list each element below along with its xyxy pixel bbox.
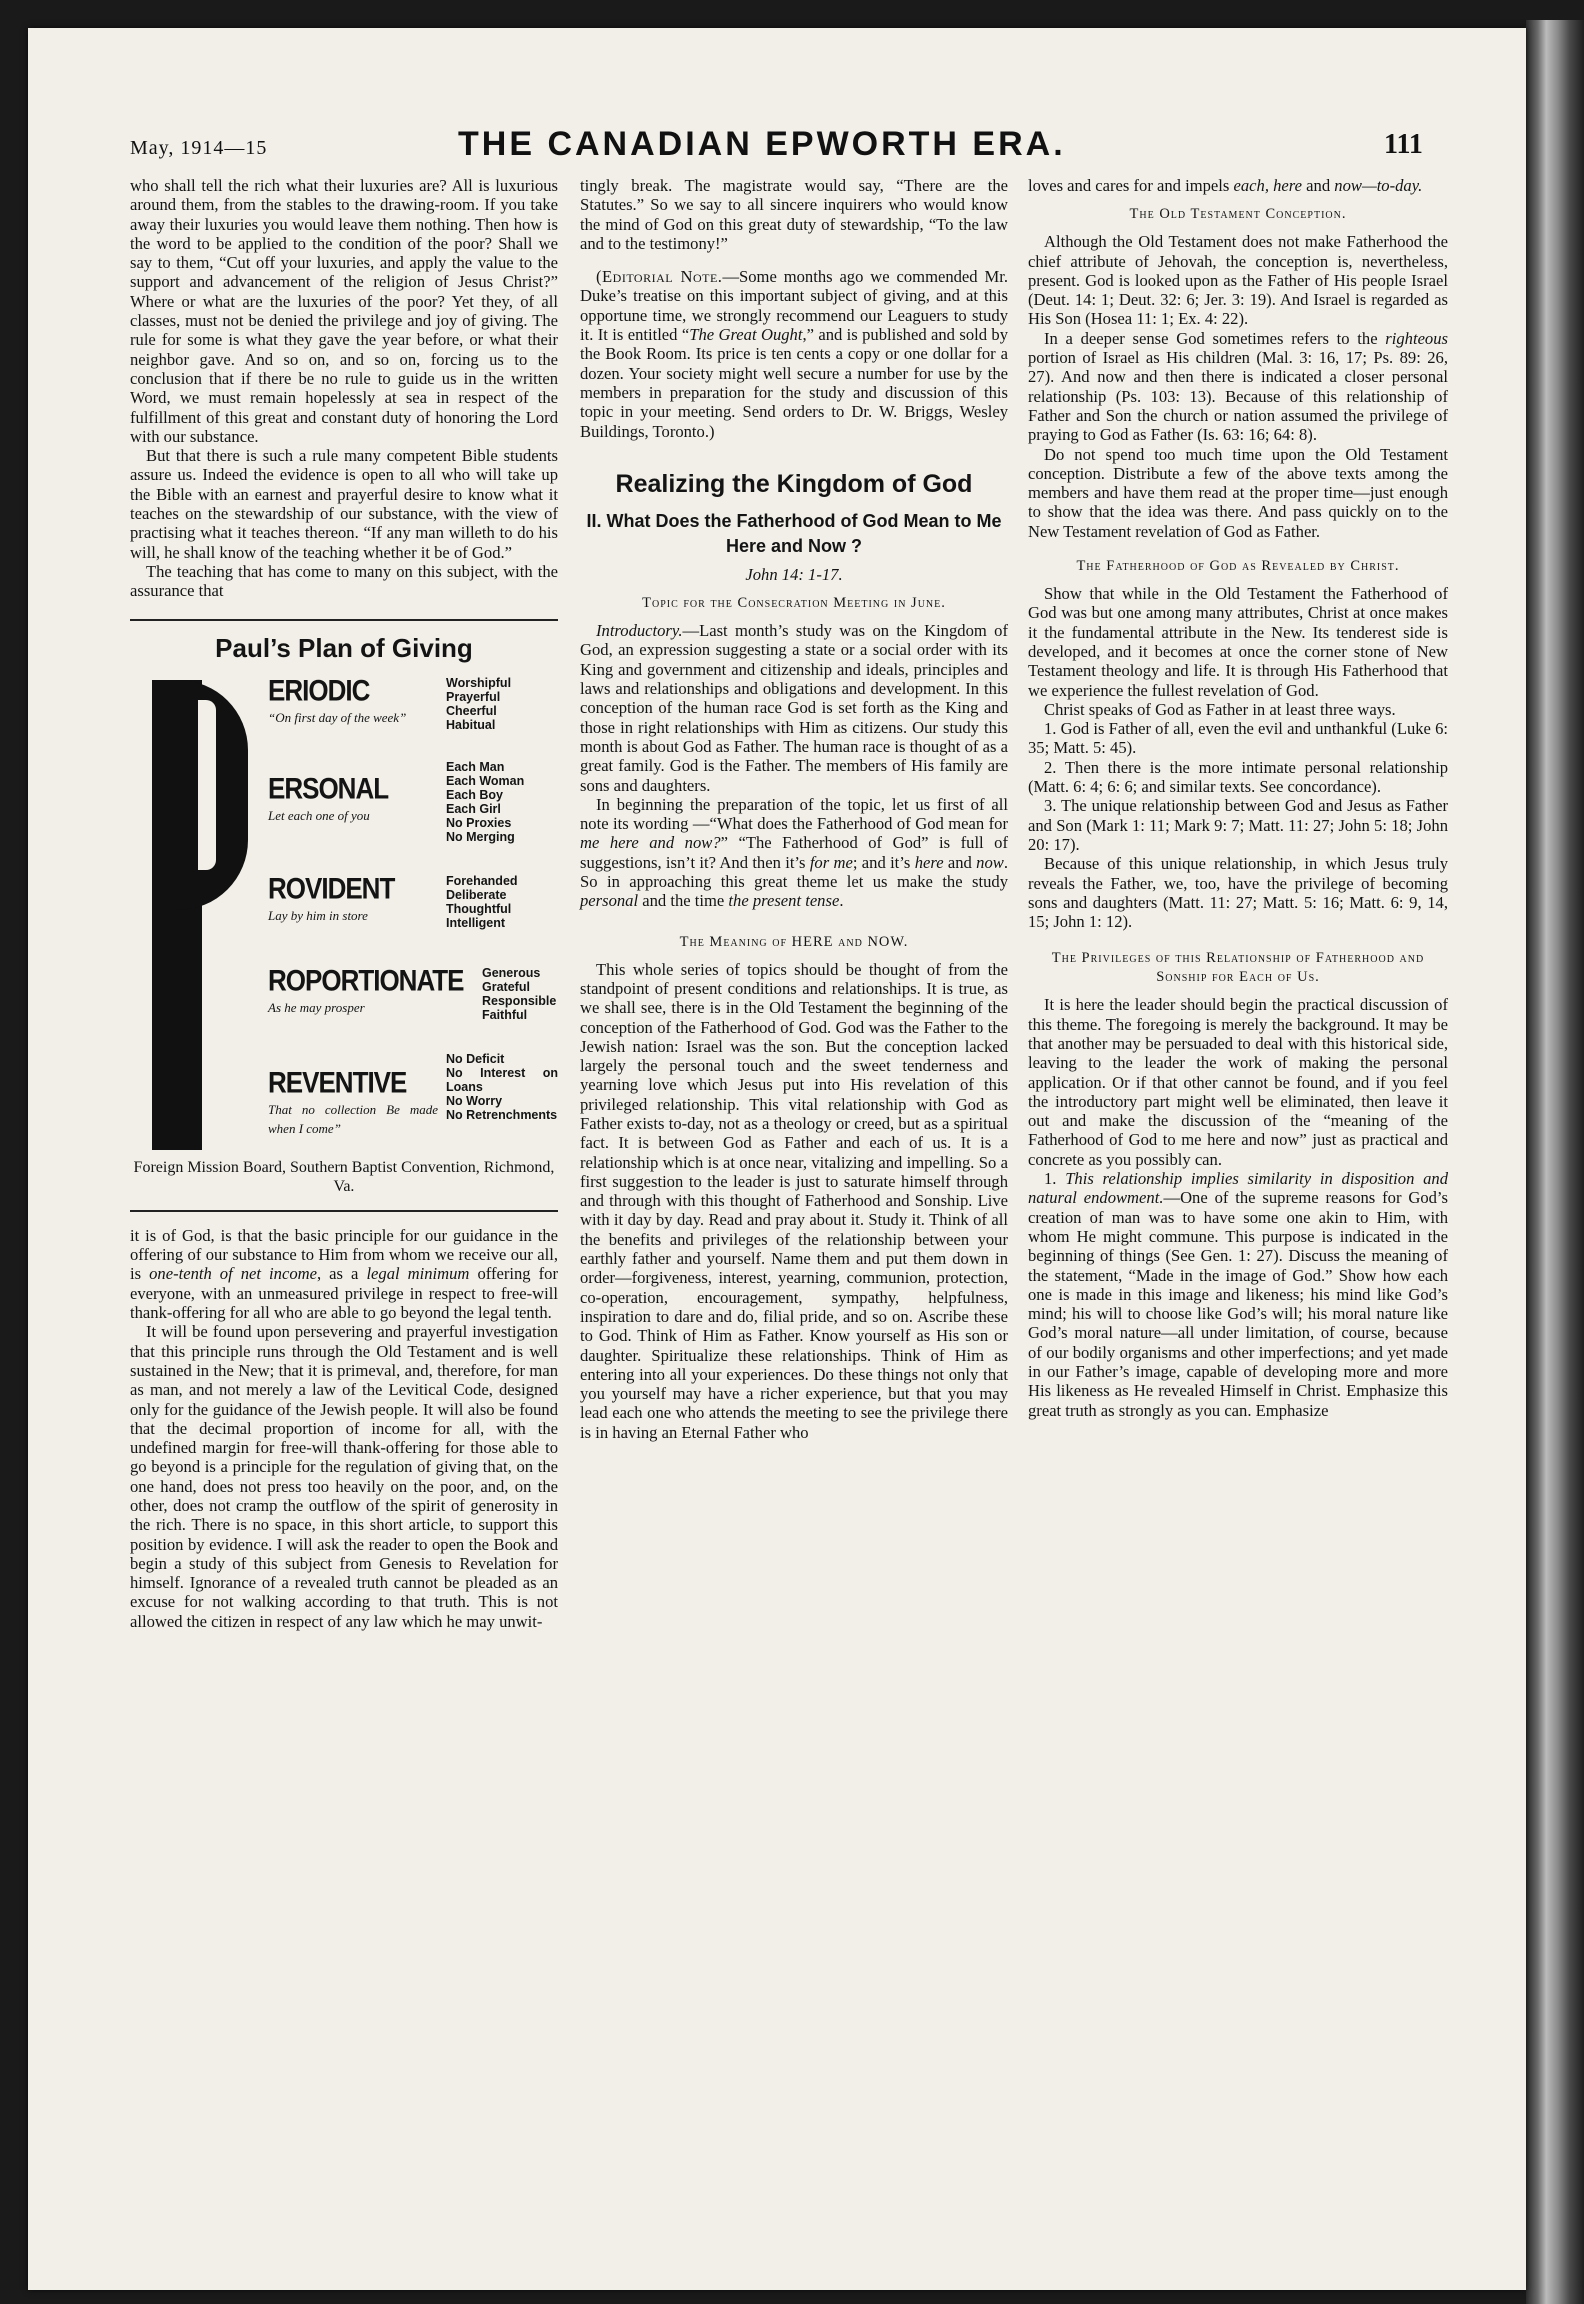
column-1 xyxy=(130,176,558,1631)
editorial-note: (Editorial Note.—Some months ago we commended Mr. Duke’s treatise on this important subject of giving, and at this opportune time, we strongly recommend our Leaguers to study it. It is entitled “The Great Ought,” and is published and sold by the Book Room. Its price is ten cents a copy or one dollar for a dozen. Your society might well secure a number for use by the members in preparation for the study and discussion of this topic in your meeting. Send orders to Dr. W. Briggs, Wesley Buildings, Toronto.) xyxy=(580,267,1008,441)
paragraph: 2. Then there is the more intimate personal relationship (Matt. 6: 4; 6: 6; and similar texts. See concordance). xyxy=(1028,757,1448,797)
section-heading: The Privileges of this Relationship of Fatherhood and Sonship for Each of Us. xyxy=(1051,950,1425,986)
paragraph: Show that while in the Old Testament the Fatherhood of God was but one among many attributes, Christ at once makes it the fundamental attribute in the New. Its tenderest side is developed, and it becomes at once the corner stone of New Testament theology and life. It is through His Fatherhood that we experience the fullest revelation of God. xyxy=(1028,584,1448,700)
paragraph: In beginning the preparation of the topic, let us first of all note its wording —“What does the Fatherhood of God mean for me here and now?” “The Fatherhood of God” is full of suggestions, isn’t it? And then it’s for me; and it’s here and now. So in approaching this great theme let us make the study personal and the time the present tense. xyxy=(580,794,1008,911)
plan-item-periodic xyxy=(268,672,558,732)
article-heading: Realizing the Kingdom of God xyxy=(615,469,973,498)
column-3 xyxy=(1028,176,1448,1420)
paragraph: it is of God, is that the basic principle for our guidance in the offering of our substance to Him from whom we receive our all, is one-tenth of net income, as a legal minimum offering for everyone, with an unmeasured privilege in respect to free-will thank-offering for all who are able to go beyond the legal tenth. xyxy=(130,1225,558,1323)
plan-item-personal xyxy=(268,759,558,844)
ad-title: Paul’s Plan of Giving xyxy=(215,632,473,663)
quality: No Proxies xyxy=(446,815,512,830)
paragraph: tingly break. The magistrate would say, “There are the Statutes.” So we say to all sincere inquirers who would know the mind of God on this great duty of stewardship, “To the law and to the testimony!” xyxy=(580,176,1008,253)
ad-body xyxy=(130,674,558,1154)
quality: Deliberate xyxy=(446,887,507,902)
paragraph: This whole series of topics should be thought of from the standpoint of present conditions and relationships. It is true, as we shall see, there is in the Old Testament the beginning of the conception of the Fatherhood of God. God was the Father to the Jewish nation: Israel was the son. But the conception lacked largely the personal touch and the sweet tenderness and yearning love which Jesus put into His revelation of this privileged relationship. This vital relationship with God as Father exists to-day, not as a theology or creed, but as a spiritual fact. It is between God as Father and each of us. It is a relationship which is at once near, vitalizing and impelling. So a first suggestion to the leader is just to saturate himself through and through with this thought of Fatherhood and Sonship. Live with it day by day. Read and pray about it. Study it. Think of all the benefits and privileges of the relationship between your earthly father and yourself. Name them and put them down in order—forgiveness, interest, yearning, communion, protection, co-operation, encouragement, sympathy, helpfulness, inspiration to dare and do, filial pride, and so on. Ascribe these to God. Think of Him as Father. Know yourself as His son or daughter. Spiritualize these relationships. Think of Him as entering into all your experiences. Do these things not only that you yourself may have a richer experience, but that you may lead each one who attends the meeting to see the privilege there is in having an Eternal Father who xyxy=(580,959,1008,1442)
quality: Each Girl xyxy=(446,801,501,816)
plan-tagline: That no collection Be made when I come” xyxy=(268,1102,438,1137)
column-2 xyxy=(580,176,1008,1442)
quality: Thoughtful xyxy=(446,901,512,916)
plan-item-provident xyxy=(268,870,558,930)
large-p-initial xyxy=(152,680,252,1150)
paragraph: Although the Old Testament does not make Fatherhood the chief attribute of Jehovah, the conception is, nevertheless, present. God is looked upon as the Father of His people Israel (Deut. 14: 1; Deut. 32: 6; Jer. 3: 19). And Israel is regarded as His Son (Hosea 11: 1; Ex. 4: 22). xyxy=(1028,232,1448,329)
paragraph: Introductory.—Last month’s study was on the Kingdom of God, an expression suggesting a state or a social order with its King and government and citizenship and ideals, principles and laws and relationships and obligations and development. In this conception of the human race God is set forth as the King and those in right relationships with Him as citizens. Our study this month is about God as Father. The human race is thought of as a great family. God is the Father. The members of His family are sons and daughters. xyxy=(580,621,1008,795)
quality: Generous xyxy=(482,965,541,980)
paragraph: 1. God is Father of all, even the evil and unthankful (Luke 6: 35; Matt. 5: 45). xyxy=(1028,719,1448,758)
plan-tagline: Lay by him in store xyxy=(268,908,368,924)
quality: Responsible xyxy=(482,993,557,1008)
plan-qualities xyxy=(446,760,524,844)
paragraph: loves and cares for and impels each, here and now—to-day. xyxy=(1028,176,1423,195)
section-heading: The Old Testament Conception. xyxy=(1129,206,1347,223)
plan-tagline: “On first day of the week” xyxy=(268,710,407,726)
paragraph: Christ speaks of God as Father in at least three ways. xyxy=(1044,699,1396,719)
article-subheading: II. What Does the Fatherhood of God Mean to Me Here and Now ? xyxy=(586,510,1002,556)
plan-qualities xyxy=(446,1052,558,1122)
plan-item-proportionate xyxy=(268,962,558,1022)
plan-word: ROPORTIONATE xyxy=(268,962,464,998)
quality: Each Woman xyxy=(446,773,525,788)
plan-word: REVENTIVE xyxy=(268,1064,407,1100)
quality: Cheerful xyxy=(446,703,497,718)
plan-of-giving-advertisement xyxy=(130,619,558,1212)
section-heading: The Meaning of HERE and NOW. xyxy=(679,933,909,950)
quality: No Interest on Loans xyxy=(446,1065,558,1094)
quality: No Retrenchments xyxy=(446,1107,558,1122)
quality: No Deficit xyxy=(446,1051,505,1066)
paragraph: 3. The unique relationship between God and Jesus as Father and Son (Mark 1: 11; Mark 9: 7; Matt. 11: 27; John 5: 18; John 20: 17). xyxy=(1028,796,1448,854)
section-heading: The Fatherhood of God as Revealed by Christ. xyxy=(1076,558,1400,575)
plan-item-preventive xyxy=(268,1051,558,1139)
plan-qualities xyxy=(446,676,511,732)
paragraph: The teaching that has come to many on this subject, with the assurance that xyxy=(130,561,558,601)
paragraph: It is here the leader should begin the practical discussion of this theme. The foregoing is merely the background. It may be that another may be persuaded to deal with this historical side, leaving to the leader the work of making the personal application. Or if that other cannot be found, and if you feel the introductory part might well be eliminated, then leave it out and make the discussion of the “meaning of the Fatherhood of God to me here and now” just as practical and concrete as you possibly can. xyxy=(1028,995,1448,1169)
topic-line: Topic for the Consecration Meeting in June. xyxy=(642,595,946,612)
plan-word: ROVIDENT xyxy=(268,870,395,906)
quality: Habitual xyxy=(446,717,496,732)
paragraph: 1. This relationship implies similarity in disposition and natural endowment.—One of the supreme reasons for God’s creation of man was to have some one akin to Him, with whom He might commune. This purpose is indicated in the beginning of things (See Gen. 1: 27). Discuss the meaning of the statement, “Made in the image of God.” Show how each one is made in this image and likeness; his mind like God’s mind; his will to choose like God’s will; his moral nature like God’s moral nature—all under limitation, of course, because of our bodily organisms and other imperfections; and yet made in our Father’s image, capable of developing more and more His likeness as He revealed Himself in Christ. Emphasize this great truth as strongly as you can. Emphasize xyxy=(1028,1169,1448,1420)
paragraph: Because of this unique relationship, in which Jesus truly reveals the Father, we, too, have the privilege of becoming sons and daughters (Matt. 11: 27; Matt. 5: 16; Matt. 6: 9, 14, 15; John 1: 12). xyxy=(1028,854,1448,932)
scripture-reference: John 14: 1-17. xyxy=(745,564,843,584)
plan-qualities xyxy=(446,874,518,930)
plan-word: ERIODIC xyxy=(268,672,370,708)
paragraph: In a deeper sense God sometimes refers to the righteous portion of Israel as His children (Mal. 3: 16, 17; Ps. 89: 26, 27). And now and then there is indicated a closer personal relationship (Ps. 103: 13). Because of this relationship of Father and Son the church or nation assumed the privilege of praying to God as Father (Is. 63: 16; 64: 8). xyxy=(1028,328,1448,445)
quality: Faithful xyxy=(482,1007,528,1022)
plan-tagline: Let each one of you xyxy=(268,808,370,824)
quality: Worshipful xyxy=(446,675,512,690)
quality: Grateful xyxy=(482,979,530,994)
plan-word: ERSONAL xyxy=(268,770,389,806)
paragraph: But that there is such a rule many competent Bible students assure us. Indeed the evidence is open to all who will take up the Bible with an earnest and prayerful desire to know what it teaches on the stewardship of our substance, with the view of practising what it teaches thereon. “If any man willeth to do his will, he shall know of the teaching whether it be of God.” xyxy=(130,446,558,562)
quality: Prayerful xyxy=(446,689,501,704)
quality: Forehanded xyxy=(446,873,518,888)
quality: No Merging xyxy=(446,829,515,844)
quality: Intelligent xyxy=(446,915,506,930)
plan-tagline: As he may prosper xyxy=(268,1000,365,1016)
paragraph: It will be found upon persevering and prayerful investigation that this principle runs through the Old Testament and is well sustained in the New; that it is primeval, and, therefore, for man as man, and not merely a law of the Levitical Code, designed only for the guidance of the Jewish people. It will also be found that the decimal proportion of income for all, with the undefined margin for free-will thank-offering for those able to go beyond is a principle for the regulation of giving that, on the one hand, does not press too heavily on the poor, and, on the other, does not cramp the outflow of the spirit of generosity in the rich. There is no space, in this short article, to support this position by evidence. I will ask the reader to open the Book and begin a study of this subject from Genesis to Revelation for himself. Ignorance of a revealed truth cannot be pleaded as an excuse for not walking according to that truth. This is not allowed the citizen in respect of any law which he may unwit- xyxy=(130,1322,558,1631)
book-spine xyxy=(1526,20,1584,2304)
masthead-title: THE CANADIAN EPWORTH ERA. xyxy=(458,125,1066,163)
issue-date: May, 1914—15 xyxy=(130,137,268,159)
quality: Each Boy xyxy=(446,787,503,802)
page-number: 111 xyxy=(1384,129,1423,160)
ad-footer: Foreign Mission Board, Southern Baptist Convention, Richmond, Va. xyxy=(133,1158,555,1195)
paragraph: Do not spend too much time upon the Old Testament conception. Distribute a few of the above texts among the members and have them read at the proper time—just enough to show that the idea was there. And pass quickly on to the New Testament revelation of God as Father. xyxy=(1028,444,1448,541)
plan-qualities xyxy=(482,966,556,1022)
paragraph: who shall tell the rich what their luxuries are? All is luxurious around them, from the stables to the drawing-room. If you take away their luxuries you would leave them nothing. Then how is the word to be applied to the condition of the poor? Shall we say to them, “Cut off your luxuries, and apply the value to the support and advancement of the religion of Jesus Christ?” Where or what are the luxuries of the poor? Yet they, of all classes, must not be denied the privilege and joy of giving. The rule for some is what they gave the year before, or what their neighbor gave. And so on, and so on, forcing us to the conclusion that if there be no rule to guide us in the written Word, we must remain hopelessly at sea in respect of the fulfillment of this great and constant duty of honoring the Lord with our substance. xyxy=(130,176,558,446)
quality: Each Man xyxy=(446,759,505,774)
magazine-page xyxy=(28,28,1526,2290)
quality: No Worry xyxy=(446,1093,503,1108)
page-header xyxy=(28,123,1526,173)
